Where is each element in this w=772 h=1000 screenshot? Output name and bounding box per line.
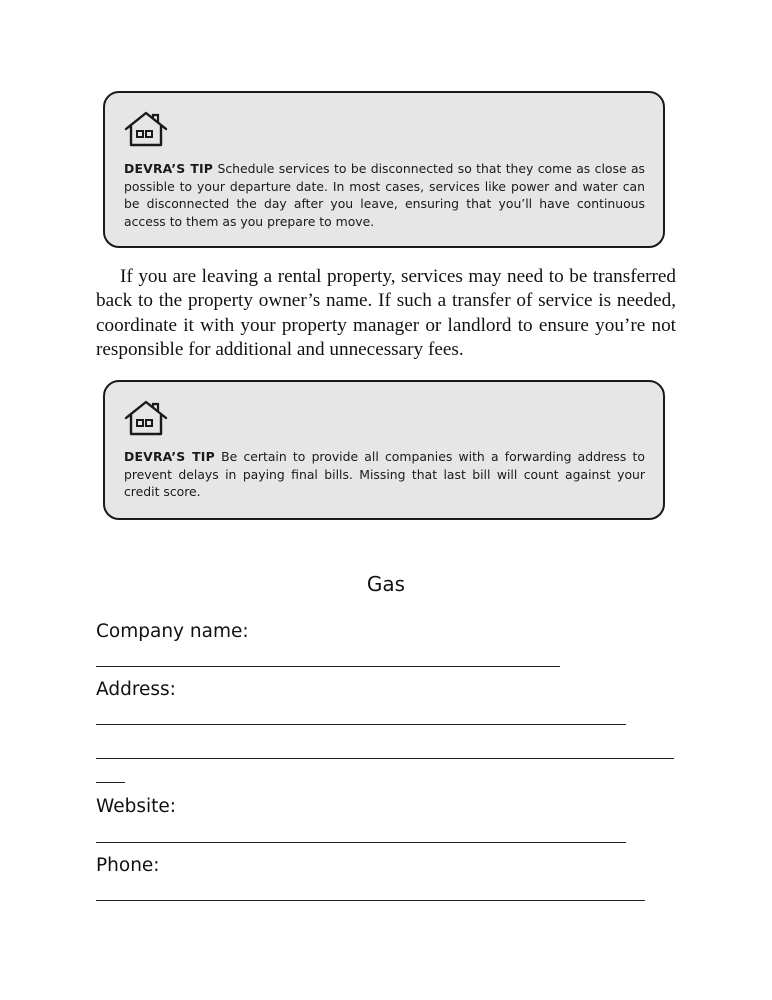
tip-label: DEVRA’S TIP — [124, 449, 215, 464]
address-line-2[interactable] — [96, 758, 674, 759]
website-line[interactable] — [96, 842, 626, 843]
body-paragraph: If you are leaving a rental property, services may need to be transferred back to the property owner’s name. If such a transfer of service is needed, coordinate it with your property manager or landlord to ensure you’re not responsible for additional and unnecessary fees. — [96, 266, 676, 361]
tip-box — [103, 91, 665, 248]
house-icon — [123, 109, 169, 149]
tip-body: Schedule services to be disconnected so that they come as close as possible to your departure date. In most cases, services like power and water can be disconnected the day after you leave, ensuring that you’ll have continuous access to them as you prepare to move. — [124, 161, 645, 229]
website-label: Website: — [96, 796, 176, 817]
address-line-3[interactable] — [96, 782, 125, 783]
phone-label: Phone: — [96, 855, 160, 876]
tip-label: DEVRA’S TIP — [124, 161, 214, 176]
tip-body: Be certain to provide all companies with a forwarding address to prevent delays in paying final bills. Missing that last bill will count against your credit score. — [124, 449, 645, 499]
address-line-1[interactable] — [96, 724, 626, 725]
phone-line[interactable] — [96, 900, 645, 901]
address-label: Address: — [96, 679, 176, 700]
tip-text — [124, 160, 645, 230]
company-name-label: Company name: — [96, 621, 249, 642]
house-icon — [123, 398, 169, 438]
company-name-line[interactable] — [96, 666, 560, 667]
section-title: Gas — [366, 572, 406, 596]
tip-box — [103, 380, 665, 520]
tip-text — [124, 448, 645, 501]
